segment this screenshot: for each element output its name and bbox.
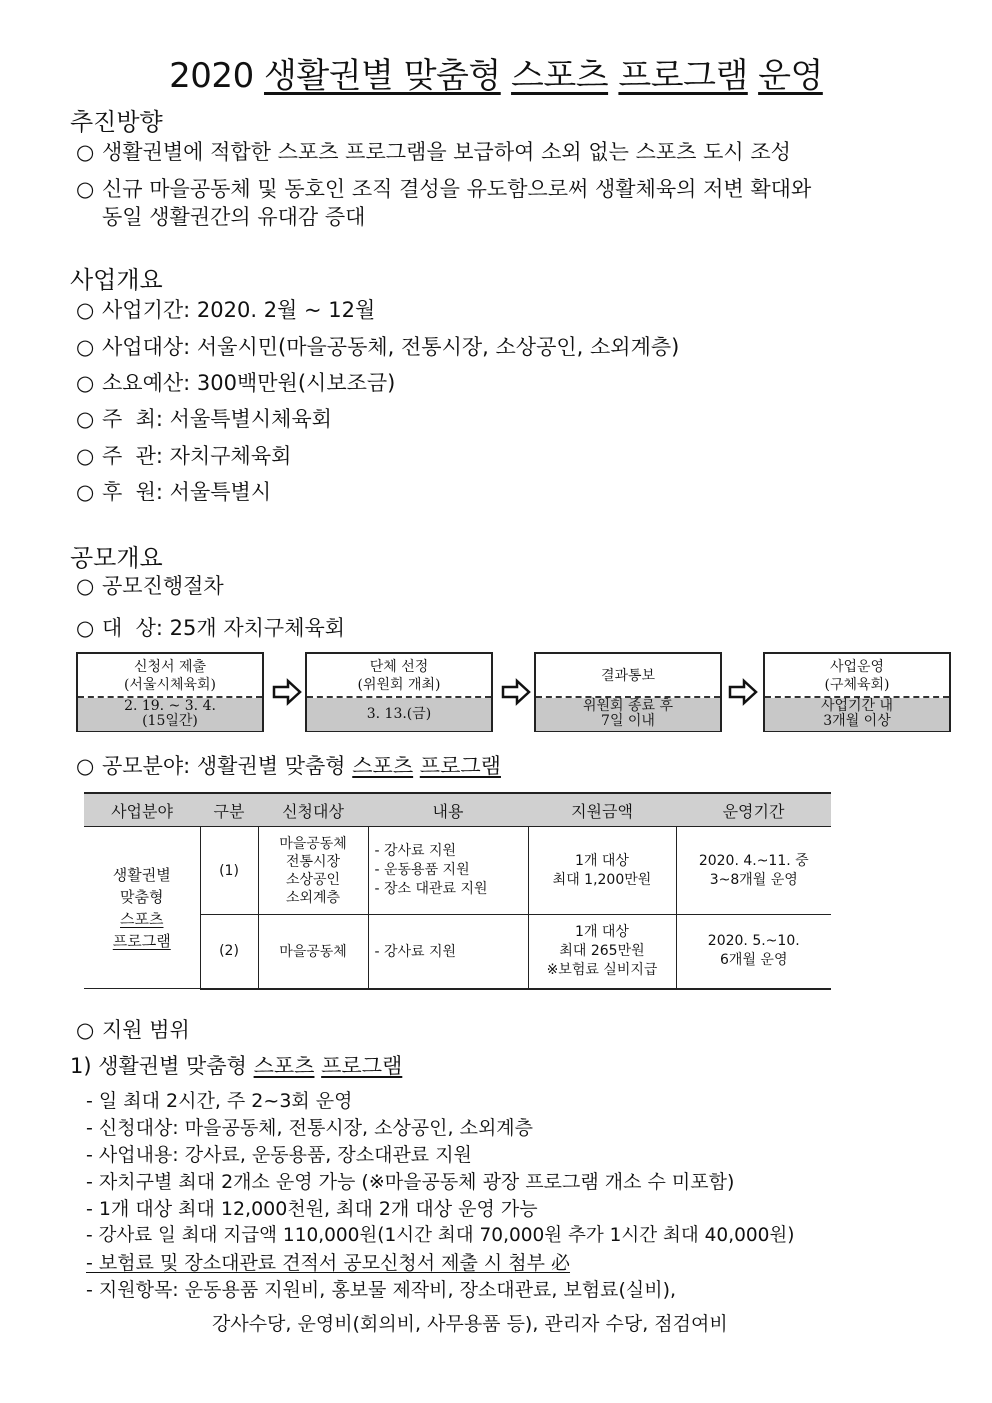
table-header: 구분: [200, 793, 258, 827]
bullet-icon: ○: [76, 407, 95, 431]
content-line: - 장소 대관료 지원: [374, 881, 488, 897]
support-item-cont: 강사수당, 운영비(회의비, 사무용품 등), 관리자 수당, 점검여비: [212, 1313, 728, 1335]
period-cell: [676, 915, 831, 989]
support-heading-text: 지원 범위: [102, 1018, 190, 1042]
overview-text: 주 최: 서울특별시체육회: [102, 407, 332, 431]
field-line: 스포츠: [120, 909, 164, 928]
flow-step-date: 3. 13.(금): [366, 706, 432, 722]
overview-item: [76, 367, 395, 397]
support-item: - 신청대상: 마을공동체, 전통시장, 소상공인, 소외계층: [86, 1117, 534, 1139]
overview-item: [76, 294, 375, 324]
support-item: - 1개 대상 최대 12,000천원, 최대 2개 대상 운영 가능: [86, 1198, 538, 1220]
period-line: 2020. 4.~11. 중: [698, 852, 809, 869]
contest-field-u1: 스포츠: [352, 754, 414, 778]
bullet-icon: ○: [76, 140, 95, 164]
right-arrow-icon: [272, 678, 302, 706]
contest-target-text: 대 상: 25개 자치구체육회: [102, 616, 346, 640]
bullet-icon: ○: [76, 480, 95, 504]
title-part3: 프로그램: [618, 56, 748, 96]
direction-item-1: [76, 136, 791, 166]
contest-process-text: 공모진행절차: [102, 574, 224, 598]
direction-text-1: 생활권별에 적합한 스포츠 프로그램을 보급하여 소외 없는 스포츠 도시 조성: [102, 140, 791, 164]
target-line: 마을공동체: [279, 835, 347, 852]
bullet-icon: ○: [76, 754, 95, 778]
amount-line: 1개 대상: [575, 923, 629, 940]
support-item: - 사업내용: 강사료, 운동용품, 장소대관료 지원: [86, 1144, 472, 1166]
content-line: - 강사료 지원: [374, 843, 457, 859]
table-header: 운영기간: [676, 793, 831, 827]
field-line: 프로그램: [112, 931, 171, 950]
overview-item: [76, 440, 291, 470]
direction-item-2: [76, 173, 811, 203]
contest-heading: 공모개요: [70, 544, 163, 572]
period-line: 2020. 5.~10.: [707, 933, 800, 950]
gubun-cell: (2): [200, 915, 258, 989]
flow-step-3: [534, 652, 722, 732]
flow-step-date: 2. 19. ~ 3. 4.: [124, 698, 216, 714]
overview-item: [76, 476, 271, 506]
amount-line: 1개 대상: [575, 852, 629, 869]
support-item-underlined: - 보험료 및 장소대관료 견적서 공모신청서 제출 시 첨부 必: [86, 1252, 571, 1274]
support-sub-heading: [70, 1050, 402, 1080]
support-item: - 강사료 일 최대 지급액 110,000원(1시간 최대 70,000원 추가 1시간 최대 40,000원): [86, 1225, 795, 1246]
content-cell: [368, 827, 528, 915]
program-table: [84, 792, 831, 990]
support-item: - 자치구별 최대 2개소 운영 가능 (※마을공동체 광장 프로그램 개소 수 미포함): [86, 1171, 735, 1193]
field-line: 생활권별: [112, 865, 171, 884]
flow-step-sub: (서울시체육회): [123, 677, 217, 693]
table-header: 지원금액: [528, 793, 676, 827]
field-cell: [84, 827, 200, 989]
period-cell: [676, 827, 831, 915]
table-row: [84, 827, 831, 915]
overview-text: 사업대상: 서울시민(마을공동체, 전통시장, 소상공인, 소외계층): [102, 335, 680, 359]
content-cell: [368, 915, 528, 989]
target-line: 마을공동체: [279, 944, 347, 961]
target-line: 전통시장: [285, 853, 341, 870]
target-cell: [258, 827, 368, 915]
support-sub-text: 1) 생활권별 맞춤형: [70, 1054, 254, 1078]
flow-step-title: 사업운영: [829, 659, 885, 675]
field-line: 맞춤형: [120, 887, 164, 906]
contest-process: [76, 570, 224, 600]
overview-text: 소요예산: 300백만원(시보조금): [102, 371, 396, 395]
flow-step-sub: (위원회 개최): [357, 677, 441, 693]
flow-step-title: 결과통보: [600, 668, 656, 684]
overview-text: 주 관: 자치구체육회: [102, 444, 292, 468]
contest-field-text: 공모분야: 생활권별 맞춤형: [102, 754, 353, 778]
overview-text: 사업기간: 2020. 2월 ~ 12월: [102, 298, 376, 322]
amount-line: 최대 265만원: [559, 942, 645, 959]
flow-step-date2: (15일간): [142, 713, 198, 729]
direction-item-2-cont: 동일 생활권간의 유대감 증대: [102, 205, 366, 229]
flow-step-1: [76, 652, 264, 732]
target-cell: [258, 915, 368, 989]
support-heading: [76, 1014, 190, 1044]
flow-step-sub: (구체육회): [824, 677, 890, 693]
flow-step-date2: 7일 이내: [601, 713, 655, 729]
title-year: 2020: [169, 56, 254, 96]
overview-item: [76, 331, 679, 361]
table-header: 사업분야: [84, 793, 200, 827]
overview-heading: 사업개요: [70, 266, 163, 294]
bullet-icon: ○: [76, 177, 95, 201]
bullet-icon: ○: [76, 298, 95, 322]
flow-step-date2: 3개월 이상: [823, 713, 891, 729]
period-line: 3~8개월 운영: [709, 871, 798, 888]
direction-text-2: 신규 마을공동체 및 동호인 조직 결성을 유도함으로써 생활체육의 저변 확대와: [102, 177, 812, 201]
table-header-row: [84, 793, 831, 827]
contest-field-u2: 프로그램: [419, 754, 501, 778]
amount-line: 최대 1,200만원: [552, 871, 652, 888]
table-header: 신청대상: [258, 793, 368, 827]
period-line: 6개월 운영: [720, 952, 788, 969]
target-line: 소상공인: [285, 871, 341, 888]
title-part1: 생활권별 맞춤형: [264, 56, 501, 96]
support-item: - 지원항목: 운동용품 지원비, 홍보물 제작비, 장소대관료, 보험료(실비),: [86, 1279, 677, 1301]
flow-step-date: 위원회 종료 후: [582, 698, 674, 714]
contest-target: [76, 612, 345, 642]
overview-item: [76, 403, 332, 433]
support-sub-u2: 프로그램: [321, 1054, 403, 1078]
bullet-icon: ○: [76, 371, 95, 395]
bullet-icon: ○: [76, 574, 95, 598]
overview-text: 후 원: 서울특별시: [102, 480, 272, 504]
flow-step-date: 사업기간 내: [820, 698, 894, 714]
process-flow: [76, 652, 948, 734]
bullet-icon: ○: [76, 444, 95, 468]
amount-line: ※보험료 실비지급: [546, 961, 658, 978]
amount-cell: [528, 827, 676, 915]
flow-step-2: [305, 652, 493, 732]
flow-step-4: [763, 652, 951, 732]
target-line: 소외계층: [285, 889, 341, 906]
content-line: - 강사료 지원: [374, 944, 457, 961]
direction-heading: 추진방향: [70, 108, 163, 136]
bullet-icon: ○: [76, 616, 95, 640]
bullet-icon: ○: [76, 1018, 95, 1042]
support-item: - 일 최대 2시간, 주 2~3회 운영: [86, 1090, 353, 1112]
contest-field: [76, 750, 501, 780]
title-part4: 운영: [758, 56, 823, 96]
page-title: [0, 48, 992, 97]
amount-cell: [528, 915, 676, 989]
bullet-icon: ○: [76, 335, 95, 359]
table-header: 내용: [368, 793, 528, 827]
right-arrow-icon: [501, 678, 531, 706]
flow-step-title: 단체 선정: [369, 659, 429, 675]
gubun-cell: (1): [200, 827, 258, 915]
right-arrow-icon: [728, 678, 758, 706]
content-line: - 운동용품 지원: [374, 862, 470, 878]
flow-step-title: 신청서 제출: [133, 659, 207, 675]
title-part2: 스포츠: [511, 56, 609, 96]
support-sub-u1: 스포츠: [253, 1054, 315, 1078]
